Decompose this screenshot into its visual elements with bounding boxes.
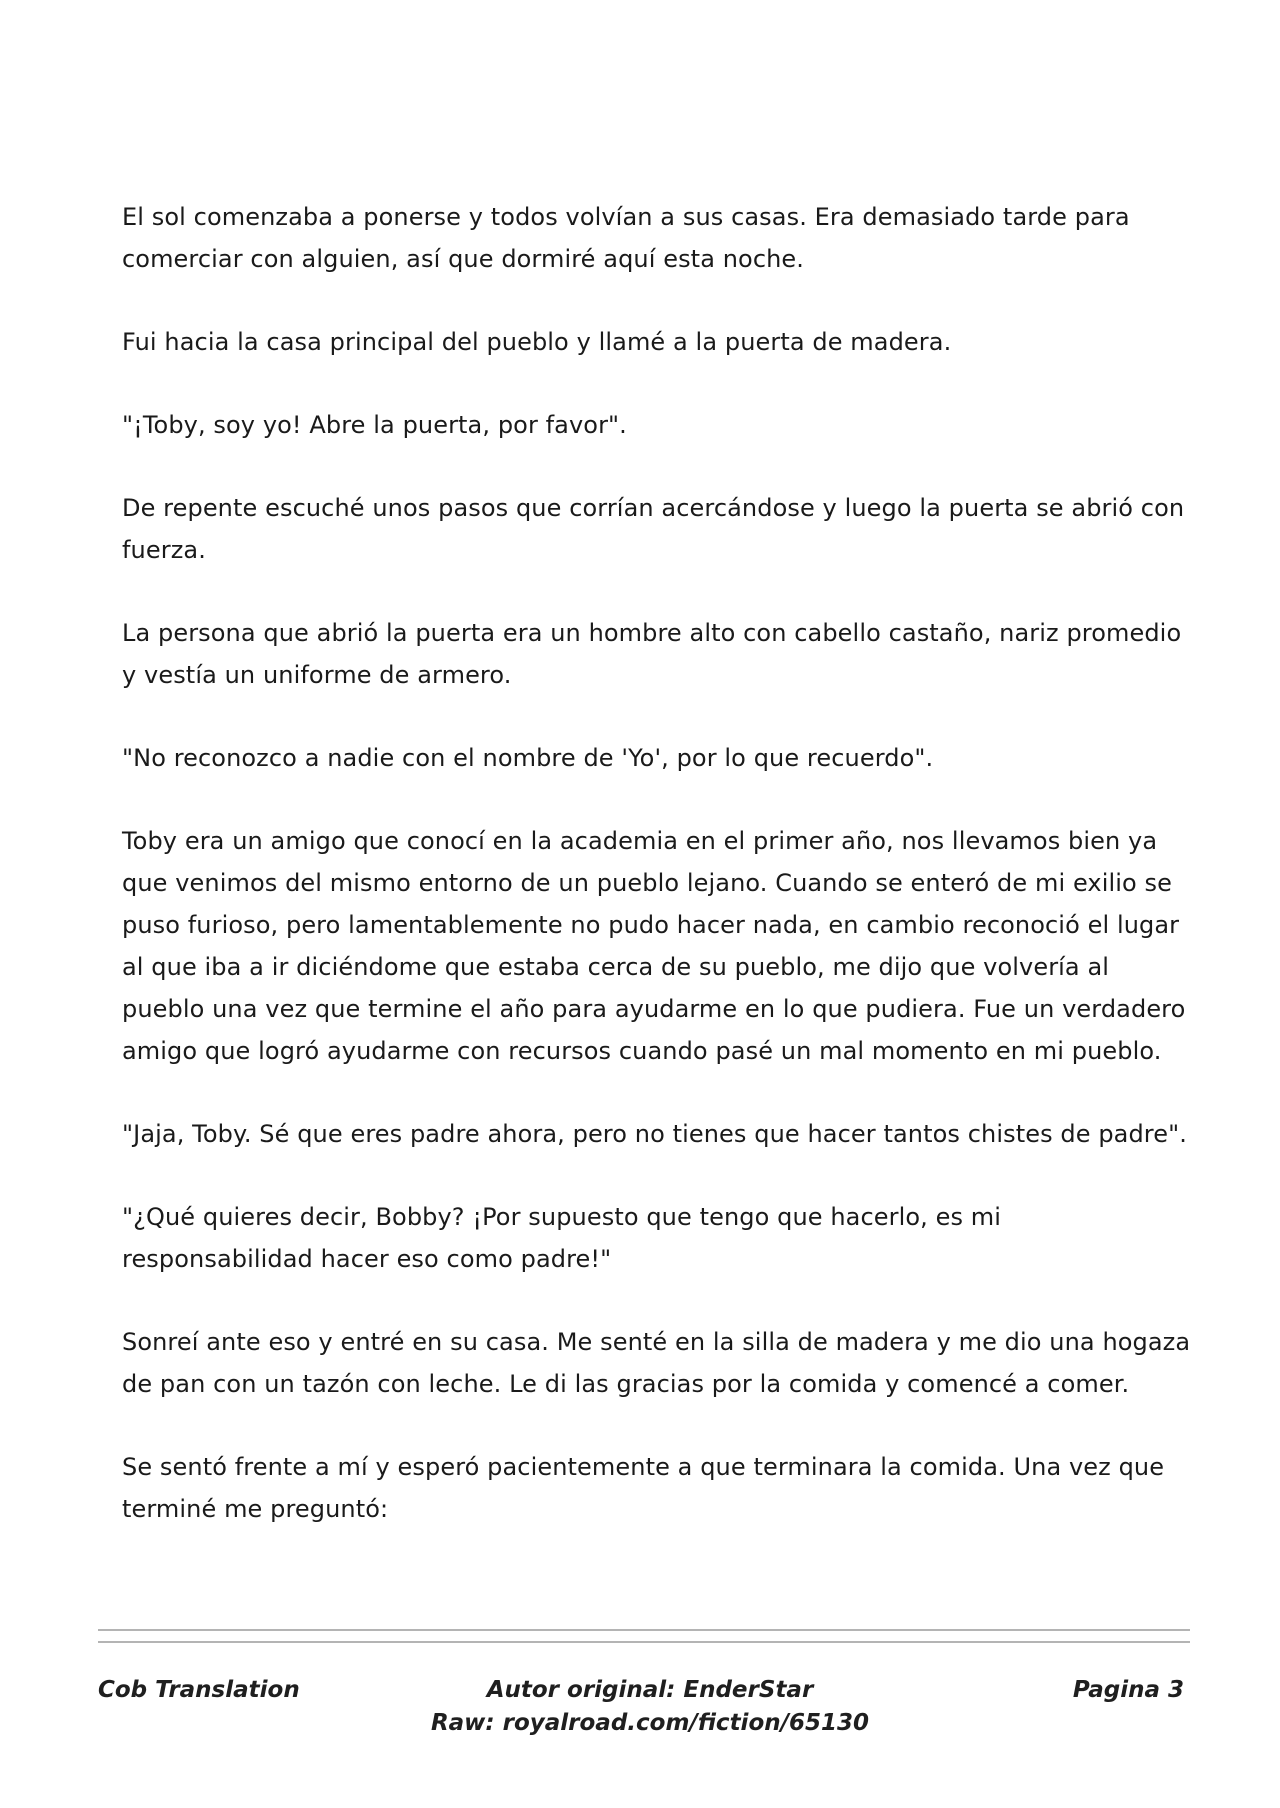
body-text	[122, 196, 1192, 1571]
paragraph: "Jaja, Toby. Sé que eres padre ahora, pero no tienes que hacer tantos chistes de padre".	[122, 1120, 1187, 1148]
footer-translator: Cob Translation	[98, 1677, 300, 1703]
paragraph: El sol comenzaba a ponerse y todos volvían a sus casas. Era demasiado tarde para comerciar con alguien, así que dormiré aquí esta noche.	[122, 203, 1130, 273]
paragraph: "¿Qué quieres decir, Bobby? ¡Por supuesto que tengo que hacerlo, es mi responsabilidad hacer eso como padre!"	[122, 1203, 1002, 1273]
paragraph: La persona que abrió la puerta era un hombre alto con cabello castaño, nariz promedio y vestía un uniforme de armero.	[122, 619, 1182, 689]
footer-raw-source: Raw: royalroad.com/fiction/65130	[430, 1710, 870, 1736]
footer-divider-bottom	[98, 1641, 1190, 1643]
footer-divider-top	[98, 1629, 1190, 1631]
paragraph: "¡Toby, soy yo! Abre la puerta, por favor".	[122, 411, 627, 439]
footer-author: Autor original: EnderStar	[486, 1677, 814, 1703]
paragraph: Toby era un amigo que conocí en la academia en el primer año, nos llevamos bien ya que venimos del mismo entorno de un pueblo lejano. Cuando se enteró de mi exilio se puso furioso, pero lamentablemente no pudo hacer nada, en cambio reconoció el lugar al que iba a ir diciéndome que estaba cerca de su pueblo, me dijo que volvería al pueblo una vez que termine el año para ayudarme en lo que pudiera. Fue un verdadero amigo que logró ayudarme con recursos cuando pasé un mal momento en mi pueblo.	[122, 827, 1186, 1065]
paragraph: Sonreí ante eso y entré en su casa. Me senté en la silla de madera y me dio una hogaza de pan con un tazón con leche. Le di las gracias por la comida y comencé a comer.	[122, 1328, 1191, 1398]
paragraph: Fui hacia la casa principal del pueblo y llamé a la puerta de madera.	[122, 328, 952, 356]
footer-credits	[340, 1674, 960, 1740]
footer-page-number: Pagina 3	[1072, 1677, 1184, 1703]
paragraph: Se sentó frente a mí y esperó pacientemente a que terminara la comida. Una vez que terminé me preguntó:	[122, 1453, 1165, 1523]
paragraph: "No reconozco a nadie con el nombre de 'Yo', por lo que recuerdo".	[122, 744, 934, 772]
paragraph: De repente escuché unos pasos que corrían acercándose y luego la puerta se abrió con fuerza.	[122, 494, 1185, 564]
